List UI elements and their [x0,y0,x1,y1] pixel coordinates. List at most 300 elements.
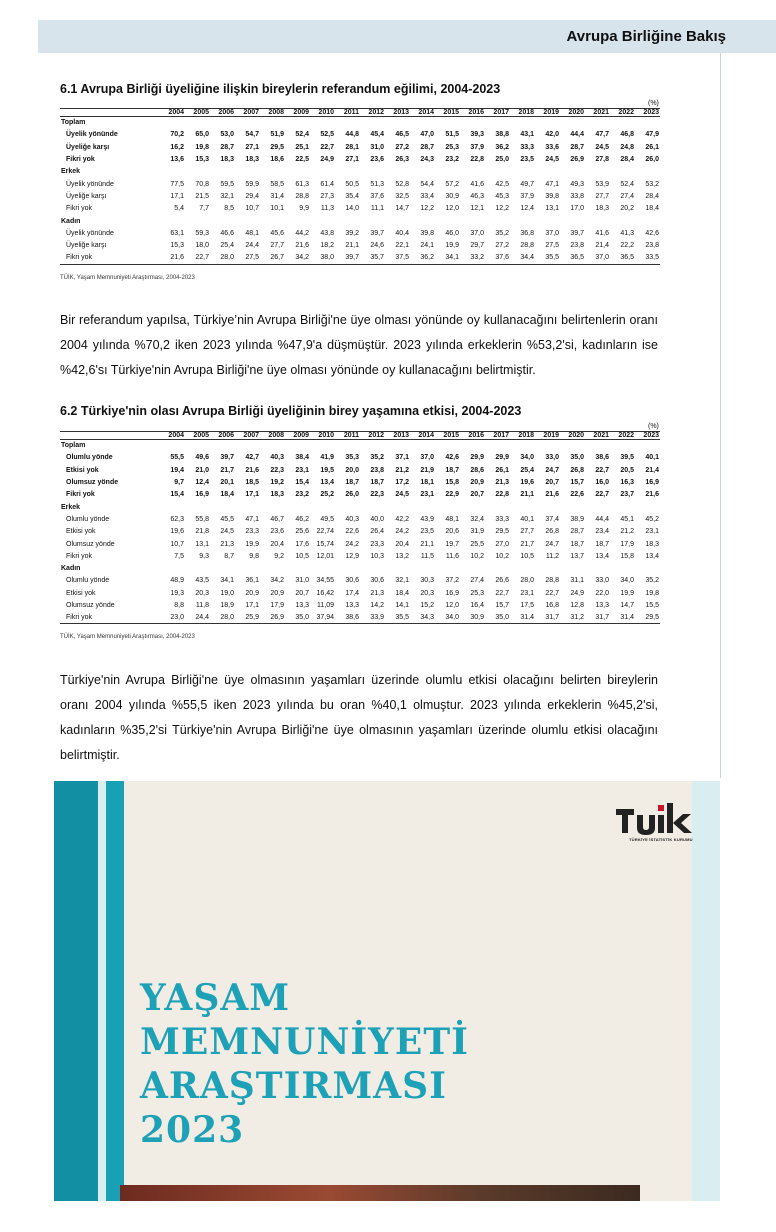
row-label: Üyeliğe karşı [66,143,110,151]
table-cell: 21,5 [195,192,209,200]
cover-stripe [54,781,98,1201]
table-cell: 33,9 [370,614,384,622]
table-cell: 24,5 [545,156,559,164]
table-group-row [60,440,660,452]
table-cell: 10,5 [520,552,534,560]
table-cell: 39,2 [345,229,359,237]
table-cell: 24,6 [370,242,384,250]
table-cell: 37,9 [470,143,484,151]
table-cell: 26,1 [495,466,509,474]
table-cell: 35,7 [370,254,384,262]
table-row [60,452,660,464]
table-cell: 53,9 [595,180,609,188]
table-cell: 17,9 [620,540,634,548]
table-cell: 20,7 [295,589,309,597]
table-cell: 15,7 [570,479,584,487]
table-cell: 16,9 [445,589,459,597]
table-cell: 16,9 [195,491,209,499]
table-cell: 51,3 [370,180,384,188]
table-cell: 7,7 [199,205,209,213]
table-cell: 24,3 [420,156,434,164]
table-cell: 31,0 [370,143,384,151]
table-cell: 39,7 [570,229,584,237]
table-cell: 32,1 [220,192,234,200]
table-cell: 13,3 [595,602,609,609]
table-cell: 16,4 [470,602,484,609]
table-cell: 14,7 [620,602,634,609]
table-cell: 21,6 [245,466,259,474]
table-cell: 24,5 [220,528,234,536]
group-label: Toplam [61,119,86,127]
cover-stripe [98,781,106,1201]
table-cell: 23,8 [645,242,659,250]
table-cell: 13,4 [320,479,334,487]
table-cell: 11,2 [545,552,559,560]
table-group-row [60,562,660,574]
table-cell: 48,9 [170,577,184,585]
table-cell: 9,3 [199,552,209,560]
table-cell: 35,0 [295,614,309,622]
table-cell: 12,9 [345,552,359,560]
table-cell: 20,0 [345,466,359,474]
table-cell: 45,5 [220,515,234,523]
table-cell: 26,6 [495,577,509,585]
row-label: Olumsuz yönde [66,479,119,487]
table-cell: 24,5 [595,143,609,151]
table-cell: 37,1 [395,454,409,462]
table-cell: 27,1 [245,143,259,151]
table-cell: 43,1 [520,131,534,139]
year-header: 2019 [543,109,559,116]
table-cell: 32,4 [470,515,484,523]
table-cell: 29,5 [495,528,509,536]
table-cell: 23,1 [295,466,309,474]
table-cell: 35,2 [370,454,384,462]
table-row [60,239,660,251]
table-cell: 42,6 [445,454,459,462]
table-cell: 28,4 [645,192,659,200]
table-cell: 17,0 [570,205,584,213]
table-cell: 13,3 [295,602,309,609]
table-cell: 40,3 [345,515,359,523]
table-cell: 26,0 [345,491,359,499]
table-cell: 20,2 [620,205,634,213]
table-cell: 15,4 [170,491,184,499]
table-cell: 49,5 [320,515,334,523]
table-cell: 18,7 [570,540,584,548]
year-header: 2010 [318,432,334,439]
table-cell: 21,9 [420,466,434,474]
table-cell: 39,5 [620,454,634,462]
table-cell: 22,5 [295,156,309,164]
table-cell: 28,1 [345,143,359,151]
table-cell: 28,0 [220,254,234,262]
year-header: 2012 [368,432,384,439]
table-cell: 18,3 [220,156,234,164]
table-cell: 9,2 [274,552,284,560]
table-cell: 43,9 [420,515,434,523]
table-header-row [60,432,660,440]
table-cell: 34,0 [445,614,459,622]
table-header-blank [60,109,160,117]
table-row [60,476,660,488]
table-cell: 18,2 [320,242,334,250]
table-cell: 10,5 [295,552,309,560]
paragraph-1: Bir referandum yapılsa, Türkiye’nin Avrupa Birliği'ne üye olması yönünde oy kullanacağını belirtenlerin oranı 2004 yılında %70,2 iken 2023 yılında %47,9'a düşmüştür. 2023 yılında erkeklerin %53,2'si, kadınların ise %42,6'sı Türkiye'nin Avrupa Birliği'ne üye olması yönünde oy kullanacağını belirtmiştir. [60,313,658,377]
table-cell: 18,3 [645,540,659,548]
table-cell: 10,2 [470,552,484,560]
table-cell: 15,5 [645,602,659,609]
table-cell: 13,4 [595,552,609,560]
table-cell: 70,8 [195,180,209,188]
table-group-row [60,166,660,178]
table-cell: 33,0 [595,577,609,585]
table-cell: 46,0 [445,229,459,237]
table-cell: 35,5 [395,614,409,622]
year-header: 2007 [243,432,259,439]
table-cell: 31,4 [520,614,534,622]
table-cell: 12,8 [570,602,584,609]
table-cell: 31,7 [595,614,609,622]
table-cell: 27,7 [520,528,534,536]
table-cell: 47,0 [420,131,434,139]
table-cell: 48,1 [245,229,259,237]
table-cell: 11,5 [420,552,434,560]
row-label: Fikri yok [66,491,95,499]
table-cell: 11,8 [195,602,209,609]
table-cell: 26,9 [570,156,584,164]
table-group-row [60,501,660,513]
table-cell: 42,7 [245,454,259,462]
table-cell: 10,1 [270,205,284,213]
table-cell: 17,1 [245,491,259,499]
table1-unit: (%) [648,100,659,107]
table-cell: 22,8 [495,491,509,499]
table-cell: 35,2 [645,577,659,585]
table2-unit: (%) [648,423,659,430]
table-cell: 44,4 [570,131,584,139]
year-header: 2012 [368,109,384,116]
cover-stripe [106,781,124,1201]
table-cell: 26,0 [645,156,659,164]
table-cell: 18,1 [420,479,434,487]
table-cell: 20,5 [620,466,634,474]
table2 [60,431,660,624]
table-cell: 41,9 [320,454,334,462]
table-cell: 23,3 [370,540,384,548]
table-cell: 15,3 [195,156,209,164]
table-cell: 17,1 [170,192,184,200]
table-cell: 40,1 [520,515,534,523]
table-cell: 29,5 [270,143,284,151]
year-header: 2023 [643,109,659,116]
table-cell: 17,5 [520,602,534,609]
table-cell: 63,1 [170,229,184,237]
year-header: 2020 [568,432,584,439]
table-cell: 36,2 [495,143,509,151]
year-header: 2009 [293,432,309,439]
table-cell: 24,2 [345,540,359,548]
year-header: 2013 [393,109,409,116]
year-header: 2022 [618,109,634,116]
table-cell: 39,7 [345,254,359,262]
table-cell: 22,7 [595,466,609,474]
table-cell: 18,3 [595,205,609,213]
table-cell: 27,2 [395,143,409,151]
row-label: Olumlu yönde [66,577,110,585]
table-cell: 22,3 [270,466,284,474]
group-label: Kadın [61,217,81,225]
table-cell: 10,3 [370,552,384,560]
row-label: Üyelik yönünde [66,131,118,139]
table-cell: 37,9 [520,192,534,200]
table-cell: 12,4 [195,479,209,487]
table-cell: 40,4 [395,229,409,237]
table-cell: 30,3 [420,577,434,585]
row-label: Etkisi yok [66,589,96,597]
year-header: 2016 [468,432,484,439]
table-row [60,538,660,550]
table-cell: 27,1 [345,156,359,164]
table-cell: 22,3 [370,491,384,499]
table-cell: 30,6 [345,577,359,585]
table-cell: 25,2 [320,491,334,499]
table-cell: 19,2 [270,479,284,487]
table-cell: 59,5 [220,180,234,188]
table-cell: 41,3 [620,229,634,237]
cover-title-line-4: 2023 [140,1109,245,1151]
table-row [60,599,660,611]
table-cell: 40,0 [370,515,384,523]
year-header: 2018 [518,109,534,116]
table-cell: 21,2 [395,466,409,474]
row-label: Fikri yok [66,254,93,262]
table-cell: 51,5 [445,131,459,139]
tuik-logo [616,803,700,837]
table-cell: 23,6 [370,156,384,164]
table-cell: 31,2 [570,614,584,622]
group-label: Kadın [61,565,81,573]
cover-title-line-3: ARAŞTIRMASI [140,1065,447,1107]
table-cell: 33,0 [545,454,559,462]
table-cell: 28,6 [470,466,484,474]
table-cell: 27,7 [270,242,284,250]
year-header: 2008 [268,432,284,439]
table-cell: 27,3 [320,192,334,200]
row-label: Üyeliğe karşı [66,192,107,200]
table-cell: 38,8 [495,131,509,139]
row-label: Fikri yok [66,156,95,164]
table-cell: 29,9 [495,454,509,462]
table-cell: 24,9 [320,156,334,164]
year-header: 2022 [618,432,634,439]
table-cell: 22,7 [320,143,334,151]
table-cell: 46,6 [220,229,234,237]
table-cell: 42,6 [645,229,659,237]
table-cell: 21,4 [595,242,609,250]
table1-source: TÜİK, Yaşam Memnuniyeti Araştırması, 2004-2023 [60,275,195,281]
table-cell: 22,6 [345,528,359,536]
table-cell: 33,4 [420,192,434,200]
table-cell: 20,9 [470,479,484,487]
year-header: 2006 [218,109,234,116]
table-cell: 52,4 [620,180,634,188]
table-cell: 12,0 [445,602,459,609]
table-cell: 13,7 [570,552,584,560]
table-cell: 26,7 [270,254,284,262]
table-cell: 35,2 [495,229,509,237]
table-cell: 36,2 [420,254,434,262]
header-bar [38,20,776,53]
table-cell: 38,6 [595,454,609,462]
table-cell: 15,8 [445,479,459,487]
table-cell: 33,3 [520,143,534,151]
table-cell: 18,6 [270,156,284,164]
row-label: Üyelik yönünde [66,229,114,237]
table-cell: 13,6 [170,156,184,164]
table-cell: 21,3 [495,479,509,487]
table-cell: 59,3 [195,229,209,237]
year-header: 2009 [293,109,309,116]
table-cell: 18,4 [395,589,409,597]
table-cell: 26,1 [645,143,659,151]
table-cell: 31,0 [295,577,309,585]
table-header-blank [60,432,160,440]
table-cell: 45,6 [270,229,284,237]
table-cell: 25,9 [245,614,259,622]
table-cell: 12,2 [420,205,434,213]
table-cell: 21,6 [170,254,184,262]
table-cell: 41,6 [595,229,609,237]
table-cell: 30,6 [370,577,384,585]
table-cell: 20,4 [270,540,284,548]
row-label: Fikri yok [66,205,93,213]
table-cell: 9,8 [249,552,259,560]
table-cell: 19,9 [445,242,459,250]
table-cell: 21,2 [620,528,634,536]
table-row [60,464,660,476]
table2-title: 6.2 Türkiye'nin olası Avrupa Birliği üyeliğinin birey yaşamına etkisi, 2004-2023 [60,404,522,418]
table-cell: 37,94 [316,614,334,622]
table-cell: 21,1 [420,540,434,548]
table-cell: 22,7 [595,491,609,499]
table-cell: 14,2 [370,602,384,609]
table-cell: 31,4 [620,614,634,622]
table-cell: 22,2 [620,242,634,250]
table-cell: 9,7 [174,479,184,487]
table-cell: 21,8 [195,528,209,536]
table-cell: 15,2 [420,602,434,609]
table-cell: 13,1 [545,205,559,213]
table-cell: 34,0 [620,577,634,585]
table-cell: 25,0 [495,156,509,164]
row-label: Etkisi yok [66,528,96,536]
table-cell: 8,5 [224,205,234,213]
table-cell: 31,1 [570,577,584,585]
table-cell: 30,9 [445,192,459,200]
table-cell: 61,3 [295,180,309,188]
table-cell: 52,5 [320,131,334,139]
paragraph-2: Türkiye'nin Avrupa Birliği'ne üye olmasının yaşamları üzerinde olumlu etkisi olacağını belirten bireylerin oranı 2004 yılında %55,5 iken 2023 yılında bu oran %40,1 olmuştur. 2023 yılında erkeklerin %45,2'si, kadınların %35,2'si Türkiye'nin Avrupa Birliği'ne üye olmasının yaşamları üzerinde olumlu etkisi olacağını belirtmiştir. [60,673,658,762]
table-cell: 28,8 [295,192,309,200]
table-cell: 26,9 [270,614,284,622]
table-cell: 34,1 [220,577,234,585]
table-cell: 18,7 [345,479,359,487]
table-cell: 19,9 [245,540,259,548]
table-cell: 45,1 [620,515,634,523]
table-cell: 40,1 [645,454,659,462]
table-cell: 22,7 [495,589,509,597]
table-cell: 28,0 [220,614,234,622]
table-cell: 21,1 [345,242,359,250]
table-cell: 23,6 [270,528,284,536]
cover-photo-strip [120,1185,640,1201]
table-cell: 32,5 [395,192,409,200]
table-cell: 19,8 [645,589,659,597]
table-cell: 15,7 [495,602,509,609]
table-cell: 46,7 [270,515,284,523]
table-cell: 49,3 [570,180,584,188]
table-cell: 16,9 [645,479,659,487]
table-cell: 62,3 [170,515,184,523]
table-cell: 53,0 [220,131,234,139]
table-cell: 24,2 [395,528,409,536]
table-cell: 45,4 [370,131,384,139]
table-cell: 43,8 [320,229,334,237]
table-cell: 26,4 [370,528,384,536]
year-header: 2017 [493,432,509,439]
year-header: 2020 [568,109,584,116]
table-cell: 18,7 [445,466,459,474]
table-cell: 18,5 [245,479,259,487]
table-cell: 46,8 [620,131,634,139]
table-row [60,129,660,141]
table-cell: 27,4 [470,577,484,585]
table-cell: 18,9 [220,602,234,609]
year-header: 2019 [543,432,559,439]
table-cell: 29,9 [470,454,484,462]
table-cell: 21,7 [220,466,234,474]
table-row [60,153,660,165]
table-cell: 38,9 [570,515,584,523]
table-cell: 46,2 [295,515,309,523]
table-row [60,178,660,190]
table-cell: 77,5 [170,180,184,188]
table-cell: 18,3 [245,156,259,164]
table-cell: 27,0 [495,540,509,548]
table-cell: 18,4 [220,491,234,499]
cover-title-line-1: YAŞAM [140,977,291,1019]
table-cell: 22,1 [395,242,409,250]
table-cell: 28,7 [220,143,234,151]
table-cell: 57,2 [445,180,459,188]
table-cell: 16,3 [620,479,634,487]
table-cell: 33,5 [645,254,659,262]
table-cell: 23,2 [445,156,459,164]
table-cell: 21,6 [545,491,559,499]
table-cell: 27,7 [595,192,609,200]
table-cell: 8,7 [224,552,234,560]
year-header: 2021 [593,432,609,439]
table-cell: 35,0 [570,454,584,462]
table-cell: 23,2 [295,491,309,499]
table-cell: 34,3 [420,614,434,622]
table-cell: 28,8 [545,577,559,585]
table-cell: 25,4 [220,242,234,250]
table-cell: 58,5 [270,180,284,188]
table-cell: 11,3 [320,205,334,213]
table-cell: 20,3 [195,589,209,597]
